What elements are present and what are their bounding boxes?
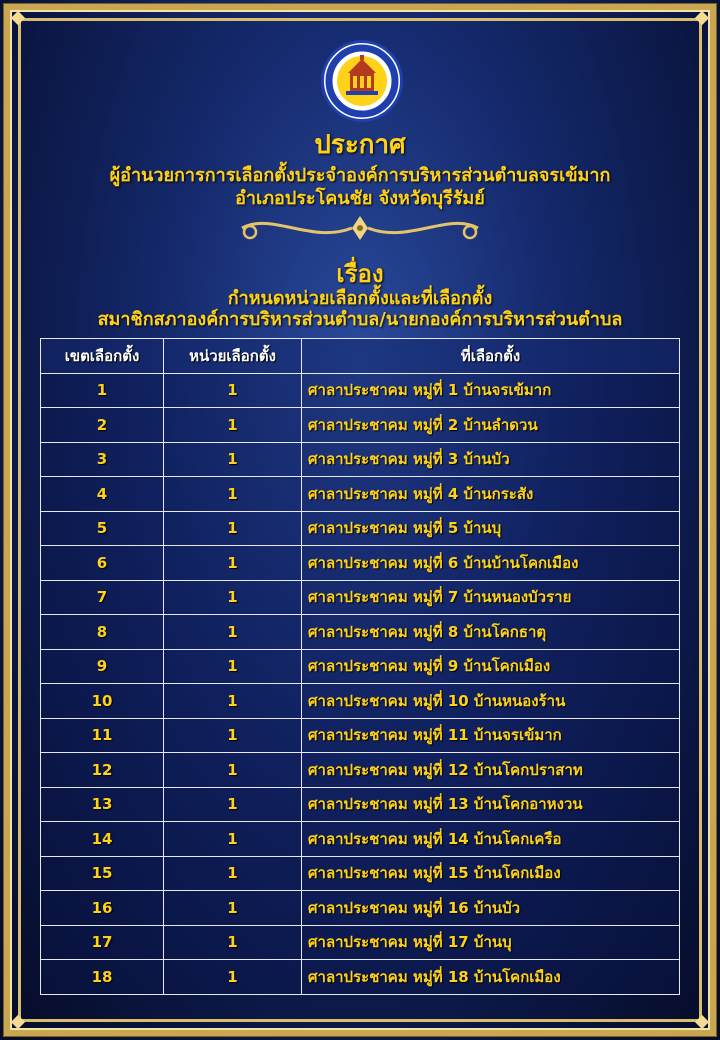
place-cell: ศาลาประชาคม หมู่ที่ 7 บ้านหนองบัวราย bbox=[302, 580, 680, 615]
gold-flourish-ornament bbox=[232, 210, 488, 246]
table-row bbox=[41, 856, 680, 891]
zone-cell: 4 bbox=[41, 477, 164, 512]
unit-cell: 1 bbox=[164, 718, 302, 753]
table-row bbox=[41, 649, 680, 684]
table-row bbox=[41, 511, 680, 546]
header-unit: หน่วยเลือกตั้ง bbox=[164, 339, 302, 374]
place-cell: ศาลาประชาคม หมู่ที่ 8 บ้านโคกธาตุ bbox=[302, 615, 680, 650]
zone-cell: 3 bbox=[41, 442, 164, 477]
place-cell: ศาลาประชาคม หมู่ที่ 12 บ้านโคกปราสาท bbox=[302, 753, 680, 788]
zone-cell: 14 bbox=[41, 822, 164, 857]
announcement-title: ประกาศ bbox=[314, 130, 406, 160]
zone-cell: 10 bbox=[41, 684, 164, 719]
unit-cell: 1 bbox=[164, 442, 302, 477]
table-row bbox=[41, 408, 680, 443]
table-row bbox=[41, 580, 680, 615]
table-row bbox=[41, 822, 680, 857]
place-cell: ศาลาประชาคม หมู่ที่ 4 บ้านกระสัง bbox=[302, 477, 680, 512]
zone-cell: 7 bbox=[41, 580, 164, 615]
zone-cell: 13 bbox=[41, 787, 164, 822]
unit-cell: 1 bbox=[164, 615, 302, 650]
unit-cell: 1 bbox=[164, 649, 302, 684]
unit-cell: 1 bbox=[164, 408, 302, 443]
table-row bbox=[41, 615, 680, 650]
unit-cell: 1 bbox=[164, 960, 302, 995]
zone-cell: 2 bbox=[41, 408, 164, 443]
subject-line-2: สมาชิกสภาองค์การบริหารส่วนตำบล/นายกองค์การบริหารส่วนตำบล bbox=[97, 309, 623, 330]
table-row bbox=[41, 960, 680, 995]
place-cell: ศาลาประชาคม หมู่ที่ 15 บ้านโคกเมือง bbox=[302, 856, 680, 891]
table-row bbox=[41, 442, 680, 477]
place-cell: ศาลาประชาคม หมู่ที่ 11 บ้านจรเข้มาก bbox=[302, 718, 680, 753]
table-row bbox=[41, 546, 680, 581]
government-building-seal-icon bbox=[321, 40, 403, 122]
unit-cell: 1 bbox=[164, 684, 302, 719]
table-row bbox=[41, 373, 680, 408]
zone-cell: 6 bbox=[41, 546, 164, 581]
unit-cell: 1 bbox=[164, 511, 302, 546]
zone-cell: 9 bbox=[41, 649, 164, 684]
place-cell: ศาลาประชาคม หมู่ที่ 2 บ้านลำดวน bbox=[302, 408, 680, 443]
unit-cell: 1 bbox=[164, 822, 302, 857]
unit-cell: 1 bbox=[164, 546, 302, 581]
place-cell: ศาลาประชาคม หมู่ที่ 9 บ้านโคกเมือง bbox=[302, 649, 680, 684]
place-cell: ศาลาประชาคม หมู่ที่ 18 บ้านโคกเมือง bbox=[302, 960, 680, 995]
unit-cell: 1 bbox=[164, 580, 302, 615]
zone-cell: 17 bbox=[41, 925, 164, 960]
zone-cell: 11 bbox=[41, 718, 164, 753]
place-cell: ศาลาประชาคม หมู่ที่ 1 บ้านจรเข้มาก bbox=[302, 373, 680, 408]
unit-cell: 1 bbox=[164, 753, 302, 788]
polling-unit-table bbox=[40, 338, 680, 995]
table-row bbox=[41, 684, 680, 719]
subject-label: เรื่อง bbox=[336, 260, 384, 288]
table-row bbox=[41, 718, 680, 753]
unit-cell: 1 bbox=[164, 891, 302, 926]
place-cell: ศาลาประชาคม หมู่ที่ 14 บ้านโคกเครือ bbox=[302, 822, 680, 857]
place-cell: ศาลาประชาคม หมู่ที่ 6 บ้านบ้านโคกเมือง bbox=[302, 546, 680, 581]
unit-cell: 1 bbox=[164, 373, 302, 408]
place-cell: ศาลาประชาคม หมู่ที่ 17 บ้านบุ bbox=[302, 925, 680, 960]
issuer-line: ผู้อำนวยการการเลือกตั้งประจำองค์การบริหารส่วนตำบลจรเข้มาก bbox=[109, 165, 611, 186]
zone-cell: 15 bbox=[41, 856, 164, 891]
zone-cell: 1 bbox=[41, 373, 164, 408]
header-zone: เขตเลือกตั้ง bbox=[41, 339, 164, 374]
zone-cell: 12 bbox=[41, 753, 164, 788]
table-row bbox=[41, 891, 680, 926]
zone-cell: 5 bbox=[41, 511, 164, 546]
header-place: ที่เลือกตั้ง bbox=[302, 339, 680, 374]
unit-cell: 1 bbox=[164, 925, 302, 960]
zone-cell: 8 bbox=[41, 615, 164, 650]
table-row bbox=[41, 787, 680, 822]
place-cell: ศาลาประชาคม หมู่ที่ 3 บ้านบัว bbox=[302, 442, 680, 477]
unit-cell: 1 bbox=[164, 856, 302, 891]
subject-line-1: กำหนดหน่วยเลือกตั้งและที่เลือกตั้ง bbox=[227, 288, 493, 309]
zone-cell: 18 bbox=[41, 960, 164, 995]
table-row bbox=[41, 477, 680, 512]
zone-cell: 16 bbox=[41, 891, 164, 926]
place-cell: ศาลาประชาคม หมู่ที่ 10 บ้านหนองร้าน bbox=[302, 684, 680, 719]
table-row bbox=[41, 753, 680, 788]
table-row bbox=[41, 925, 680, 960]
unit-cell: 1 bbox=[164, 787, 302, 822]
place-cell: ศาลาประชาคม หมู่ที่ 13 บ้านโคกอาหงวน bbox=[302, 787, 680, 822]
place-cell: ศาลาประชาคม หมู่ที่ 16 บ้านบัว bbox=[302, 891, 680, 926]
unit-cell: 1 bbox=[164, 477, 302, 512]
place-cell: ศาลาประชาคม หมู่ที่ 5 บ้านบุ bbox=[302, 511, 680, 546]
district-line: อำเภอประโคนชัย จังหวัดบุรีรัมย์ bbox=[235, 188, 485, 209]
